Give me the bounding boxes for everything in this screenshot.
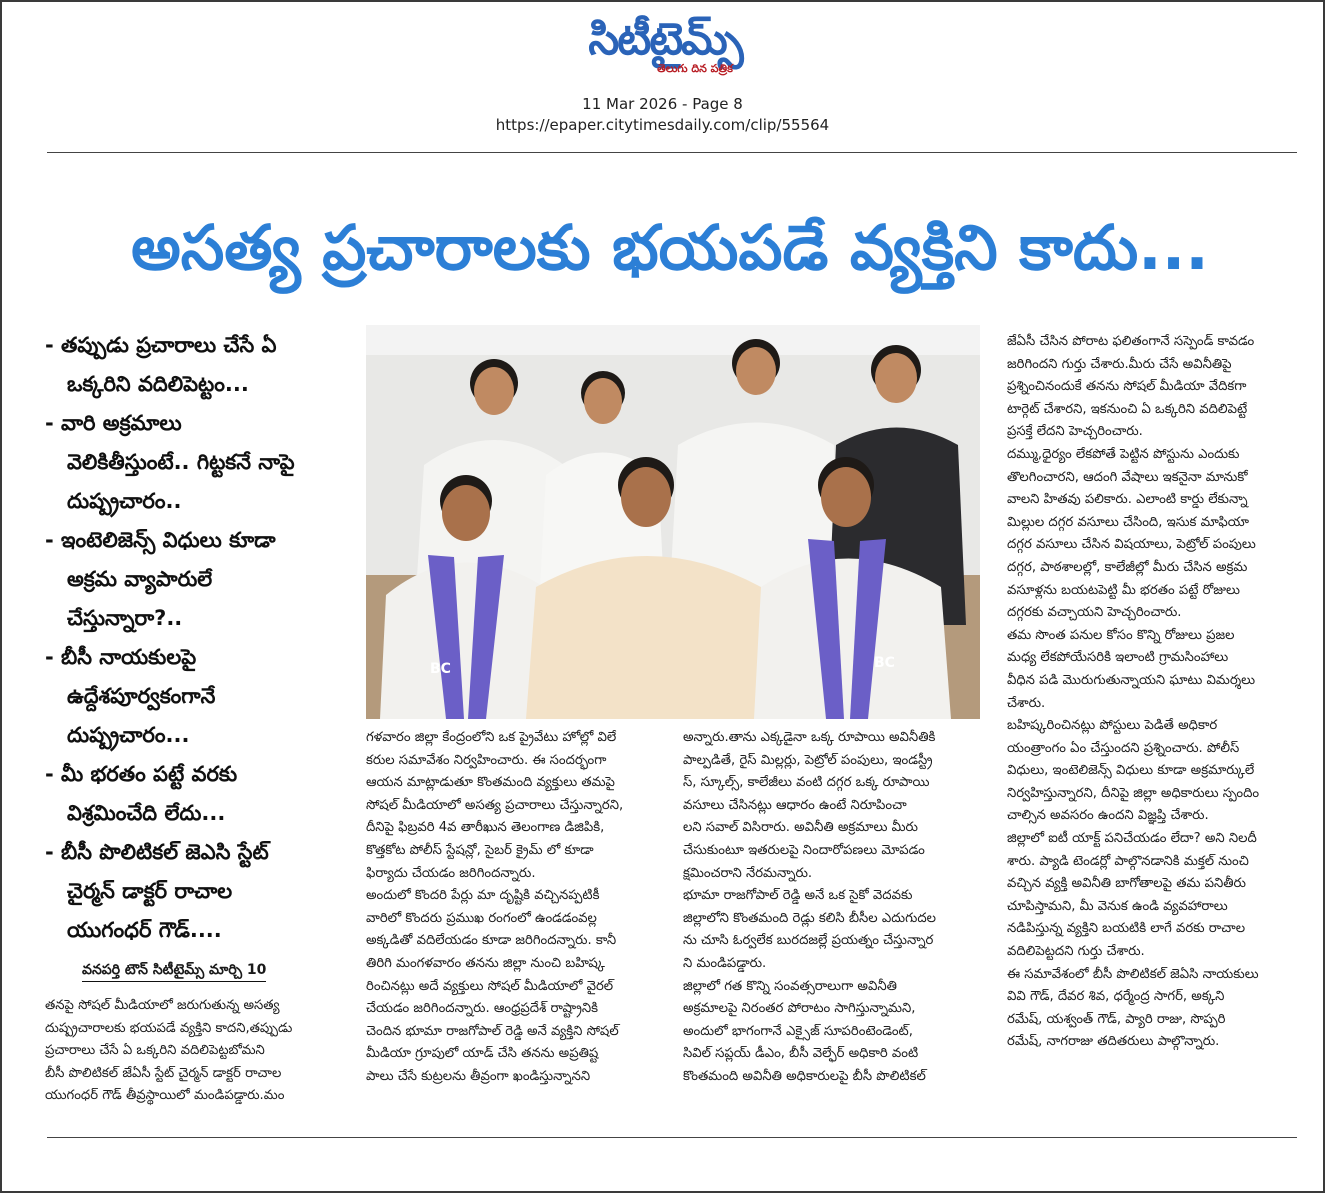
svg-text:BC: BC [874,655,895,671]
article-line: వసూలు చేసినట్లు ఆధారం ఉంటే నిరూపించా [683,797,907,813]
article-line: రించినట్లు అదే వ్యక్తులు సోషల్ మీడియాలో వైరల్ [366,978,614,994]
highlight-bullet [45,326,345,404]
article-line: అక్రమాలపై నిరంతర పోరాటం సాగిస్తున్నామని, [683,1001,916,1017]
article-line: చేయడం జరిగిందన్నారు. ఆంధ్రప్రదేశ్ రాష్ట్రానికి [366,1001,598,1017]
article-line: జిల్లాలో గత కొన్ని సంవత్సరాలుగా అవినీతి [683,978,897,994]
bullet-line: - మీ భరతం పట్టే వరకు [45,762,238,786]
highlight-bullet [45,638,345,755]
clip-url[interactable]: https://epaper.citytimesdaily.com/clip/55564 [495,116,830,134]
bullet-line: దుష్ప్రచారం.. [67,489,182,513]
group-photo-illustration [366,325,980,719]
article-line: యుగంధర్ గౌడ్ తీవ్రస్థాయిలో మండిపడ్డారు.మం [45,1088,285,1104]
article-line: రమేష్, నాగరాజు తదితరులు పాల్గొన్నారు. [1007,1034,1220,1050]
article-line: దమ్ము,ధైర్యం లేకపోతే పెట్టిన పోస్టును ఎందుకు [1007,446,1240,462]
article-line: జిల్లాలో ఐటీ యాక్ట్ పనిచేయడం లేదా? అని నిలదీ [1007,831,1257,847]
article-line: ని మండిపడ్డారు. [683,955,767,971]
bullet-line: - బీసీ పొలిటికల్ జెఎసి స్టేట్ [45,840,269,864]
article-line: దగ్గర వసూలు చేసిన విషయాలు, పెట్రోల్ పంపులు [1007,537,1256,553]
article-line: మీడియా గ్రూపులో యాడ్ చేసి తనను అప్రతిష్ట [366,1046,599,1062]
article-line: దగ్గర, పాఠశాలల్లో, కాలేజీల్లో మీరు చేసిన అక్రమ [1007,559,1248,575]
article-line: వచ్చిన వ్యక్తి అవినీతి బాగోతాలపై తమ పనితీరు [1007,876,1246,892]
article-line: చేసుకుంటూ ఇతరులపై నిందారోపణలు మోపడం [683,842,925,858]
article-line: అన్నారు.తాను ఎక్కడైనా ఒక్క రూపాయి అవినీతికి [683,730,936,745]
article-line: ఈ సమావేశంలో బీసీ పొలిటికల్ జెఏసి నాయకులు [1007,966,1259,982]
article-line: మిల్లుల దగ్గర వసూలు చేసింది, ఇసుక మాఫియా [1007,514,1249,530]
bullet-line: విశ్రమించేది లేదు... [67,801,226,825]
bullet-line: చేస్తున్నారా?.. [67,606,183,630]
article-line: టార్గెట్ చేశారని, ఇకనుంచి ఏ ఒక్కరిని వదిలిపెట్టే [1007,401,1248,417]
svg-text:BC: BC [430,661,451,677]
article-line: యంత్రాంగం ఏం చేస్తుందని ప్రశ్నించారు. పోలీస్ [1007,740,1240,756]
bottom-divider [47,1137,1297,1138]
article-line: జరిగిందని గుర్తు చేశారు.మీరు చేసే అవినీతిపై [1007,356,1232,372]
article-line: కొంతమంది అవినీతి అధికారులపై బీసీ పొలిటికల్ [683,1068,926,1084]
article-line: విధులు, ఇంటెలిజెన్స్ విధులు కూడా అక్రమార్కులే [1007,763,1255,779]
bullet-line: ఒక్కరిని వదిలిపెట్టం... [67,372,249,396]
dateline: వనపర్తి టౌన్ సిటీటైమ్స్ మార్చి 10 [82,962,266,982]
article-line: పాల్పడితే, రైస్ మిల్లర్లు, పెట్రోల్ పంపులు, ఇండస్ట్రీ [683,752,933,768]
bullet-line: దుష్ప్రచారం... [67,723,190,747]
article-line: కరుల సమావేశం నిర్వహించారు. ఈ సందర్భంగా [366,752,607,768]
article-line: వారిలో కొందరు ప్రముఖ రంగంలో ఉండడంవల్ల [366,910,597,926]
bullet-line: - బీసీ నాయకులపై [45,645,197,669]
bullet-line: యుగంధర్ గౌడ్.... [67,918,222,942]
article-line: నిర్వహిస్తున్నారని, దీనిపై జిల్లా అధికారులు స్పందిం [1007,785,1260,801]
article-line: ప్రచారాలు చేసే ఏ ఒక్కరిని వదిలిపెట్టబోమని [45,1043,265,1059]
article-line: గళవారం జిల్లా కేంద్రంలోని ఒక ప్రైవేటు హోల్లో విలే [366,730,617,745]
article-column-4 [1007,331,1299,1054]
article-line: మధ్య లేకపోయేసరికి ఇలాంటి గ్రామసింహాలు [1007,650,1229,666]
article-line: అక్కడితో వదిలేయడం కూడా జరిగిందన్నారు. కానీ [366,933,617,949]
article-line: చేశారు. [1007,695,1046,711]
article-line: స్, స్కూల్స్, కాలేజీలు వంటి దగ్గర ఒక్క రూపాయి [683,775,930,791]
bullet-line: చైర్మన్ డాక్టర్ రాచాల [67,879,233,903]
article-line: సివిల్ సప్లయ్ డీఎం, బీసీ వెల్ఫేర్ అధికారి వంటి [683,1046,919,1062]
highlight-bullet [45,404,345,521]
article-line: తొలగించారని, ఆదంగి వేషాలు ఇకనైనా మానుకో [1007,469,1248,485]
date-page: 11 Mar 2026 - Page 8 [582,95,743,113]
article-line: వసూళ్లను బయటపెట్టి మీ భరతం పట్టే రోజులు [1007,582,1240,598]
news-photo [366,325,980,719]
article-line: జిల్లాలోని కొంతమంది రెడ్లు కలిసి బీసీల ఎదుగుదల [683,910,936,926]
article-column-3 [683,727,983,1089]
article-line: కొత్తకోట పోలీస్ స్టేషన్లో, సైబర్ క్రైమ్ లో కూడా [366,842,594,858]
highlight-bullet [45,755,345,833]
article-line: చాల్సిన అవసరం ఉందని విజ్ఞప్తి చేశారు. [1007,808,1209,824]
article-line: వివి గౌడ్, దేవర శివ, ధర్మేంద్ర సాగర్, అక్కని [1007,989,1225,1005]
article-line: చూపిస్తామని, మీ వెనుక ఉండి వ్యవహారాలు [1007,898,1228,914]
highlight-bullets [45,326,345,950]
article-line: సోషల్ మీడియాలో అసత్య ప్రచారాలు చేస్తున్నారని, [366,797,624,813]
article-line: క్షమించరాని నేరమన్నారు. [683,865,813,881]
article-line: జేఏసీ చేసిన పోరాట ఫలితంగానే సస్పెండ్ కావడం [1007,334,1255,349]
article-line: దీనిపై ఫిబ్రవరి 4వ తారీఖున తెలంగాణ డిజిపికి, [366,820,605,836]
article-line: భూమా రాజగోపాల్ రెడ్డి అనే ఒక సైకో వెదవకు [683,888,913,904]
bullet-line: - తప్పుడు ప్రచారాలు చేసే ఏ [45,333,277,357]
article-column-1 [45,995,345,1108]
article-line: చెందిన భూమా రాజగోపాల్ రెడ్డి అనే వ్యక్తిని సోషల్ [366,1023,619,1039]
article-line: వాలని హితవు పలికారు. ఎలాంటి కార్డు లేకున్నా [1007,492,1248,508]
highlight-bullet [45,833,345,950]
highlight-bullet [45,521,345,638]
article-line: ఆయన మాట్లాడుతూ కొంతమంది వ్యక్తులు తమపై [366,775,615,791]
article-line: దుష్ప్రచారాలకు భయపడే వ్యక్తిని కాదని,తప్పుడు [45,1020,293,1036]
article-line: రమేష్, యశ్వంత్ గౌడ్, ప్యారి రాజు, సొప్పరి [1007,1011,1226,1027]
article-line: ప్రశ్నించినందుకే తనను సోషల్ మీడియా వేదికగా [1007,379,1247,395]
article-line: బీసీ పొలిటికల్ జేఏసీ స్టేట్ చైర్మన్ డాక్టర్ రాచాల [45,1065,282,1081]
headline: అసత్య ప్రచారాలకు భయపడే వ్యక్తిని కాదు... [131,211,1209,284]
masthead-logo [548,16,782,86]
bullet-line: అక్రమ వ్యాపారులే [67,567,213,591]
article-line: పాలు చేసే కుట్రలను తీవ్రంగా ఖండిస్తున్నానని [366,1068,591,1084]
article-line: వదిలిపెట్టదని గుర్తు చేశారు. [1007,944,1145,960]
article-line: లని సవాల్ విసిరారు. అవినీతి అక్రమాలు మీరు [683,820,918,836]
article-line: ను చూసి ఓర్వలేక బురదజల్లే ప్రయత్నం చేస్తున్నార [683,933,934,949]
article-line: ప్రసక్తే లేదని హెచ్చరించారు. [1007,424,1143,440]
article-line: నడిపిస్తున్న వ్యక్తిని బయటికి లాగే వరకు రాచాల [1007,921,1246,937]
article-line: తమ సొంత పనుల కోసం కొన్ని రోజులు ప్రజల [1007,627,1235,643]
bullet-line: వెలికితీస్తుంటే.. గిట్టకనే నాపై [67,450,295,474]
article-line: అందులో భాగంగానే ఎక్సైజ్ సూపరింటెండెంట్, [683,1023,913,1039]
article-line: తనపై సోషల్ మీడియాలో జరుగుతున్న అసత్య [45,998,280,1013]
article-line: దగ్గరకు వచ్చాయని హెచ్చరించారు. [1007,605,1182,621]
article-line: తిరిగి మంగళవారం తనను జిల్లా నుంచి బహిష్క [366,955,605,971]
article-line: అందులో కొందరి పేర్లు మా దృష్టికి వచ్చినప్పటికీ [366,888,600,904]
logo-tagline: తెలుగు దిన పత్రిక [657,62,733,75]
bullet-line: - వారి అక్రమాలు [45,411,182,435]
top-divider [47,152,1297,153]
article-line: వీధిన పడి మొరుగుతున్నాయని ఘాటు విమర్శలు [1007,672,1256,688]
article-column-2 [366,727,672,1089]
article-line: శారు. ప్యాడి టెండర్లో పాల్గొనడానికి మక్తల్ నుంచి [1007,853,1249,869]
article-line: బహిష్కరించినట్లు పోస్టులు పెడితే అధికార [1007,718,1218,734]
article-line: ఫిర్యాదు చేయడం జరిగిందన్నారు. [366,865,536,881]
bullet-line: - ఇంటెలిజెన్స్ విధులు కూడా [45,528,276,552]
logo-text: సిటీటైమ్స్ [588,14,742,65]
bullet-line: ఉద్దేశపూర్వకంగానే [67,684,216,708]
